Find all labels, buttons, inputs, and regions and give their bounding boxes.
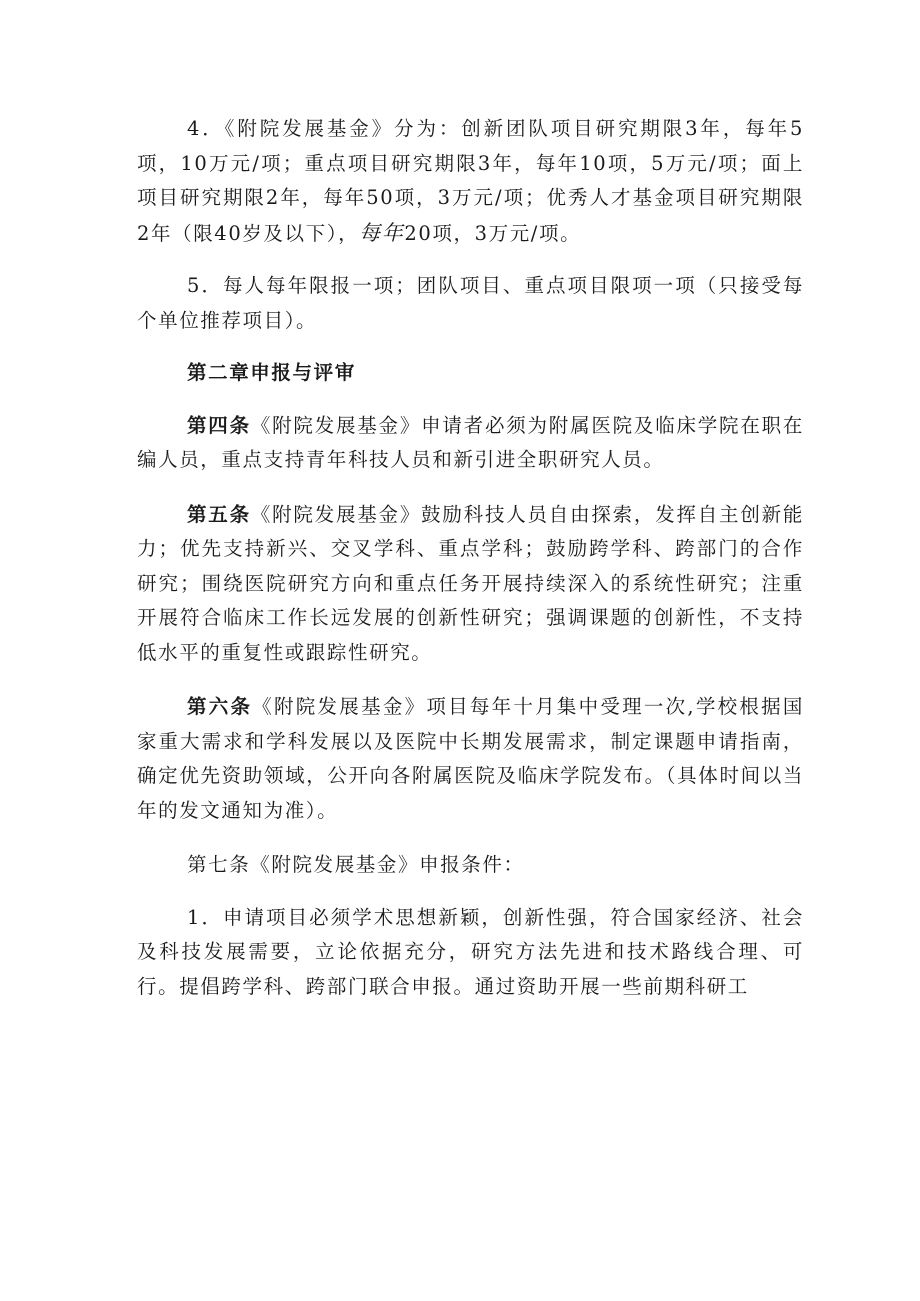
article-5 <box>137 498 804 671</box>
item-4-text: 4．《附院发展基金》分为：创新团队项目研究期限3年，每年5项，10万元/项；重点项目研究期限3年，每年10项，5万元/项；面上项目研究期限2年，每年50项，3万元/项；优秀人才基金项目研究期限2年（限40岁及以下）， <box>137 117 804 245</box>
paragraph-item-4 <box>137 112 804 251</box>
article-7: 第七条《附院发展基金》申报条件： <box>187 853 525 876</box>
article-5-label: 第五条 <box>187 502 251 526</box>
chapter-heading: 第二章申报与评审 <box>187 361 356 384</box>
article-6-text: 《附院发展基金》项目每年十月集中受理一次,学校根据国家重大需求和学科发展以及医院中长期发展需求，制定课题申请指南，确定优先资助领域，公开向各附属医院及临床学院发布。（具体时间以当年的发文通知为准）。 <box>137 695 804 822</box>
article-4 <box>137 409 804 478</box>
condition-item-1: 1．申请项目必须学术思想新颖，创新性强，符合国家经济、社会及科技发展需要，立论依据充分，研究方法先进和技术路线合理、可行。提倡跨学科、跨部门联合申报。通过资助开展一些前期科研工 <box>137 905 804 998</box>
item-4-italic-text: 每年 <box>359 220 405 245</box>
article-5-text: 《附院发展基金》鼓励科技人员自由探索，发挥自主创新能力；优先支持新兴、交叉学科、重点学科；鼓励跨学科、跨部门的合作研究；围绕医院研究方向和重点任务开展持续深入的系统性研究；注重开展符合临床工作长远发展的创新性研究；强调课题的创新性，不支持低水平的重复性或跟踪性研究。 <box>137 502 804 664</box>
article-4-text: 《附院发展基金》申请者必须为附属医院及临床学院在职在编人员，重点支持青年科技人员和新引进全职研究人员。 <box>137 413 804 471</box>
article-4-label: 第四条 <box>187 413 251 437</box>
article-6-label: 第六条 <box>187 695 253 718</box>
article-6 <box>137 690 804 828</box>
item-4-tail-text: 20项，3万元/项。 <box>404 221 582 245</box>
paragraph-item-5: 5．每人每年限报一项；团队项目、重点项目限项一项（只接受每个单位推荐项目）。 <box>137 274 804 332</box>
